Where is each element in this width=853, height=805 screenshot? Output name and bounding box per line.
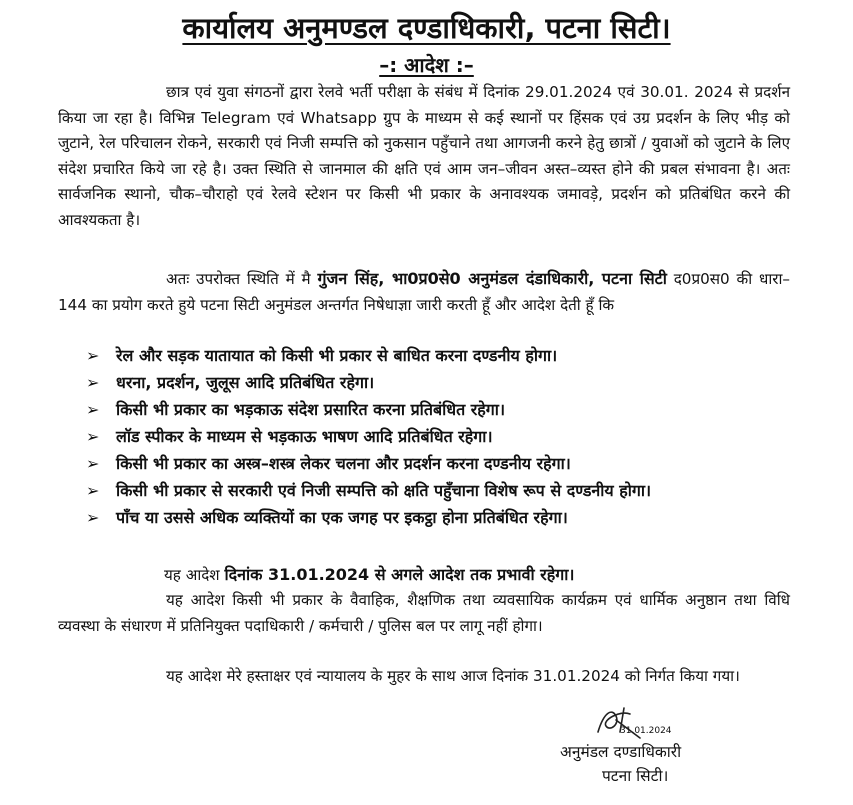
signature-block bbox=[560, 700, 760, 800]
list-item-text: रेल और सड़क यातायात को किसी भी प्रकार से बाधित करना दण्डनीय होगा। bbox=[116, 346, 558, 365]
list-item-text: किसी भी प्रकार का भड़काऊ संदेश प्रसारित करना प्रतिबंधित रहेगा। bbox=[116, 400, 506, 419]
list-item-text: लॉड स्पीकर के माध्यम से भड़काऊ भाषण आदि प्रतिबंधित रहेगा। bbox=[116, 427, 493, 446]
signatory-place: पटना सिटी। bbox=[602, 767, 669, 785]
list-item bbox=[84, 342, 794, 369]
list-item bbox=[84, 423, 794, 450]
office-title bbox=[0, 10, 853, 46]
list-item bbox=[84, 396, 794, 423]
effective-date-line bbox=[164, 562, 804, 588]
prohibition-list bbox=[84, 342, 794, 531]
list-item-text: पाँच या उससे अधिक व्यक्तियों का एक जगह पर इकट्ठा होना प्रतिबंधित रहेगा। bbox=[116, 508, 568, 527]
arrow-bullet-icon: ➢ bbox=[86, 373, 100, 392]
paragraph-background: छात्र एवं युवा संगठनों द्वारा रेलवे भर्ती परीक्षा के संबंध में दिनांक 29.01.2024 एवं 30.01. 2024 से प्रदर्शन किया जा रहा है। विभिन्न Telegram एवं Whatsapp ग्रुप के माध्यम से कई स्थानों पर हिंसक एवं उग्र प्रदर्शन के लिए भीड़ को जुटाने, रेल परिचालन रोकने, सरकारी एवं निजी सम्पत्ति को नुकसान पहुँचाने तथा आगजनी करने हेतु छात्रों / युवाओं को जुटाने के लिए संदेश प्रचारित किये जा रहे है। उक्त स्थिति से जानमाल की क्षति एवं आम जन–जीवन अस्त–व्यस्त होने की प्रबल संभावना है। अतः सार्वजनिक स्थानो, चौक–चौराहो एवं रेलवे स्टेशन पर किसी भी प्रकार के अनावश्यक जमावड़े, प्रदर्शन को प्रतिबंधित करने की आवश्यकता है। bbox=[58, 83, 790, 229]
arrow-bullet-icon: ➢ bbox=[86, 454, 100, 473]
arrow-bullet-icon: ➢ bbox=[86, 346, 100, 365]
list-item-text: धरना, प्रदर्शन, जुलूस आदि प्रतिबंधित रहेगा। bbox=[116, 373, 375, 392]
arrow-bullet-icon: ➢ bbox=[86, 508, 100, 527]
officer-name: गुंजन सिंह, भा0प्र0से0 अनुमंडल दंडाधिकारी, पटना सिटी bbox=[317, 269, 667, 288]
list-item bbox=[84, 369, 794, 396]
paragraph-exemption: यह आदेश किसी भी प्रकार के वैवाहिक, शैक्षणिक तथा व्यवसायिक कार्यक्रम एवं धार्मिक अनुष्ठान तथा विधि व्यवस्था के संधारण में प्रतिनियुक्त पदाधिकारी / कर्मचारी / पुलिस बल पर लागू नहीं होगा। bbox=[58, 591, 790, 635]
arrow-bullet-icon: ➢ bbox=[86, 400, 100, 419]
paragraph-authority bbox=[58, 266, 790, 318]
arrow-bullet-icon: ➢ bbox=[86, 481, 100, 500]
order-heading bbox=[0, 52, 853, 78]
list-item-text: किसी भी प्रकार का अस्त्र–शस्त्र लेकर चलना और प्रदर्शन करना दण्डनीय रहेगा। bbox=[116, 454, 571, 473]
signature-date: 31.01.2024 bbox=[620, 726, 672, 736]
effective-intro: यह आदेश bbox=[164, 566, 225, 584]
list-item bbox=[84, 450, 794, 477]
handwritten-signature bbox=[590, 702, 650, 742]
office-title-text: कार्यालय अनुमण्डल दण्डाधिकारी, पटना सिटी। bbox=[182, 11, 671, 45]
order-heading-text: –: आदेश :– bbox=[379, 53, 474, 77]
effective-date: दिनांक 31.01.2024 से अगले आदेश तक प्रभावी रहेगा। bbox=[224, 565, 575, 584]
arrow-bullet-icon: ➢ bbox=[86, 427, 100, 446]
list-item bbox=[84, 504, 794, 531]
authority-intro: अतः उपरोक्त स्थिति में मै bbox=[166, 270, 318, 288]
signatory-designation: अनुमंडल दण्डाधिकारी bbox=[560, 743, 682, 761]
list-item-text: किसी भी प्रकार से सरकारी एवं निजी सम्पत्ति को क्षति पहुँचाना विशेष रूप से दण्डनीय होगा। bbox=[116, 481, 652, 500]
authority-order: द0प्र0स0 की धारा–144 का प्रयोग करते हुये पटना सिटी अनुमंडल अन्तर्गत निषेधाज्ञा जारी करती हूँ और आदेश देती हूँ कि bbox=[58, 270, 791, 314]
paragraph-issuance: यह आदेश मेरे हस्ताक्षर एवं न्यायालय के मुहर के साथ आज दिनांक 31.01.2024 को निर्गत किया गया। bbox=[166, 667, 740, 685]
list-item bbox=[84, 477, 794, 504]
